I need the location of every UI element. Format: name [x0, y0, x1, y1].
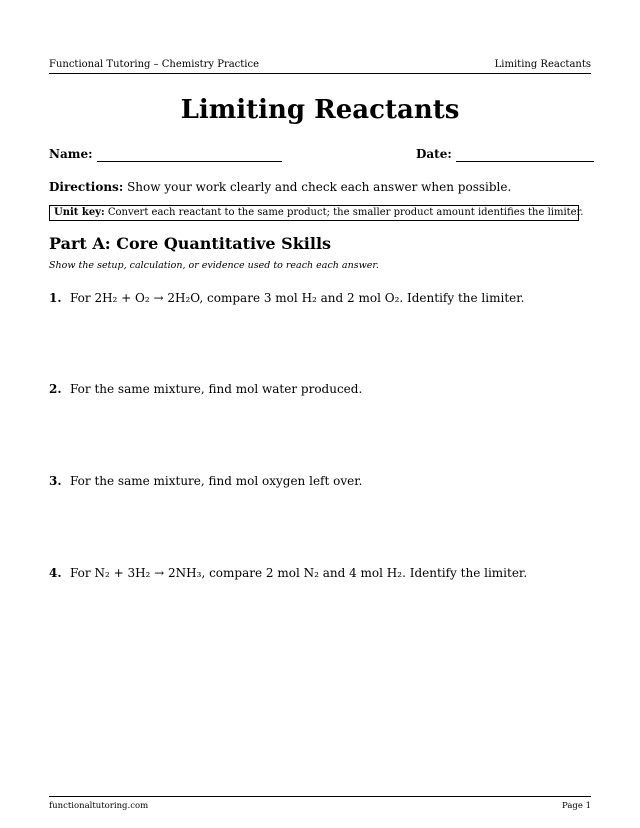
header-topic: Limiting Reactants: [494, 59, 591, 70]
question-text: For the same mixture, find mol oxygen left over.: [70, 474, 363, 488]
question-number: 3.: [49, 474, 62, 488]
unit-key-label: Unit key:: [54, 207, 105, 218]
name-label: Name:: [49, 147, 93, 161]
question-4: [49, 566, 527, 581]
page-footer: [49, 796, 591, 811]
name-blank-line[interactable]: [97, 149, 282, 162]
question-2: [49, 382, 362, 397]
page-title: Limiting Reactants: [180, 95, 460, 125]
footer-website: functionaltutoring.com: [49, 801, 149, 811]
section-subtitle: Show the setup, calculation, or evidence used to reach each answer.: [49, 260, 379, 271]
question-text: For N₂ + 3H₂ → 2NH₃, compare 2 mol N₂ and 4 mol H₂. Identify the limiter.: [70, 566, 528, 580]
question-1: [49, 291, 524, 306]
name-field: [49, 147, 282, 162]
question-number: 2.: [49, 382, 62, 396]
directions-text: Show your work clearly and check each answer when possible.: [127, 180, 512, 194]
date-blank-line[interactable]: [456, 149, 594, 162]
section-title: Part A: Core Quantitative Skills: [49, 234, 332, 253]
date-field: [416, 147, 594, 162]
question-number: 1.: [49, 291, 62, 305]
question-number: 4.: [49, 566, 62, 580]
date-label: Date:: [416, 147, 452, 161]
page-header: [49, 58, 591, 74]
footer-page-number: Page 1: [562, 801, 591, 811]
question-text: For 2H₂ + O₂ → 2H₂O, compare 3 mol H₂ and 2 mol O₂. Identify the limiter.: [70, 291, 525, 305]
header-course-title: Functional Tutoring – Chemistry Practice: [49, 59, 260, 70]
question-3: [49, 474, 362, 489]
unit-key-box: [49, 205, 584, 221]
directions: [49, 180, 511, 195]
unit-key-text: Convert each reactant to the same product; the smaller product amount identifies the limiter.: [107, 207, 584, 218]
directions-label: Directions:: [49, 180, 124, 194]
question-text: For the same mixture, find mol water produced.: [70, 382, 363, 396]
